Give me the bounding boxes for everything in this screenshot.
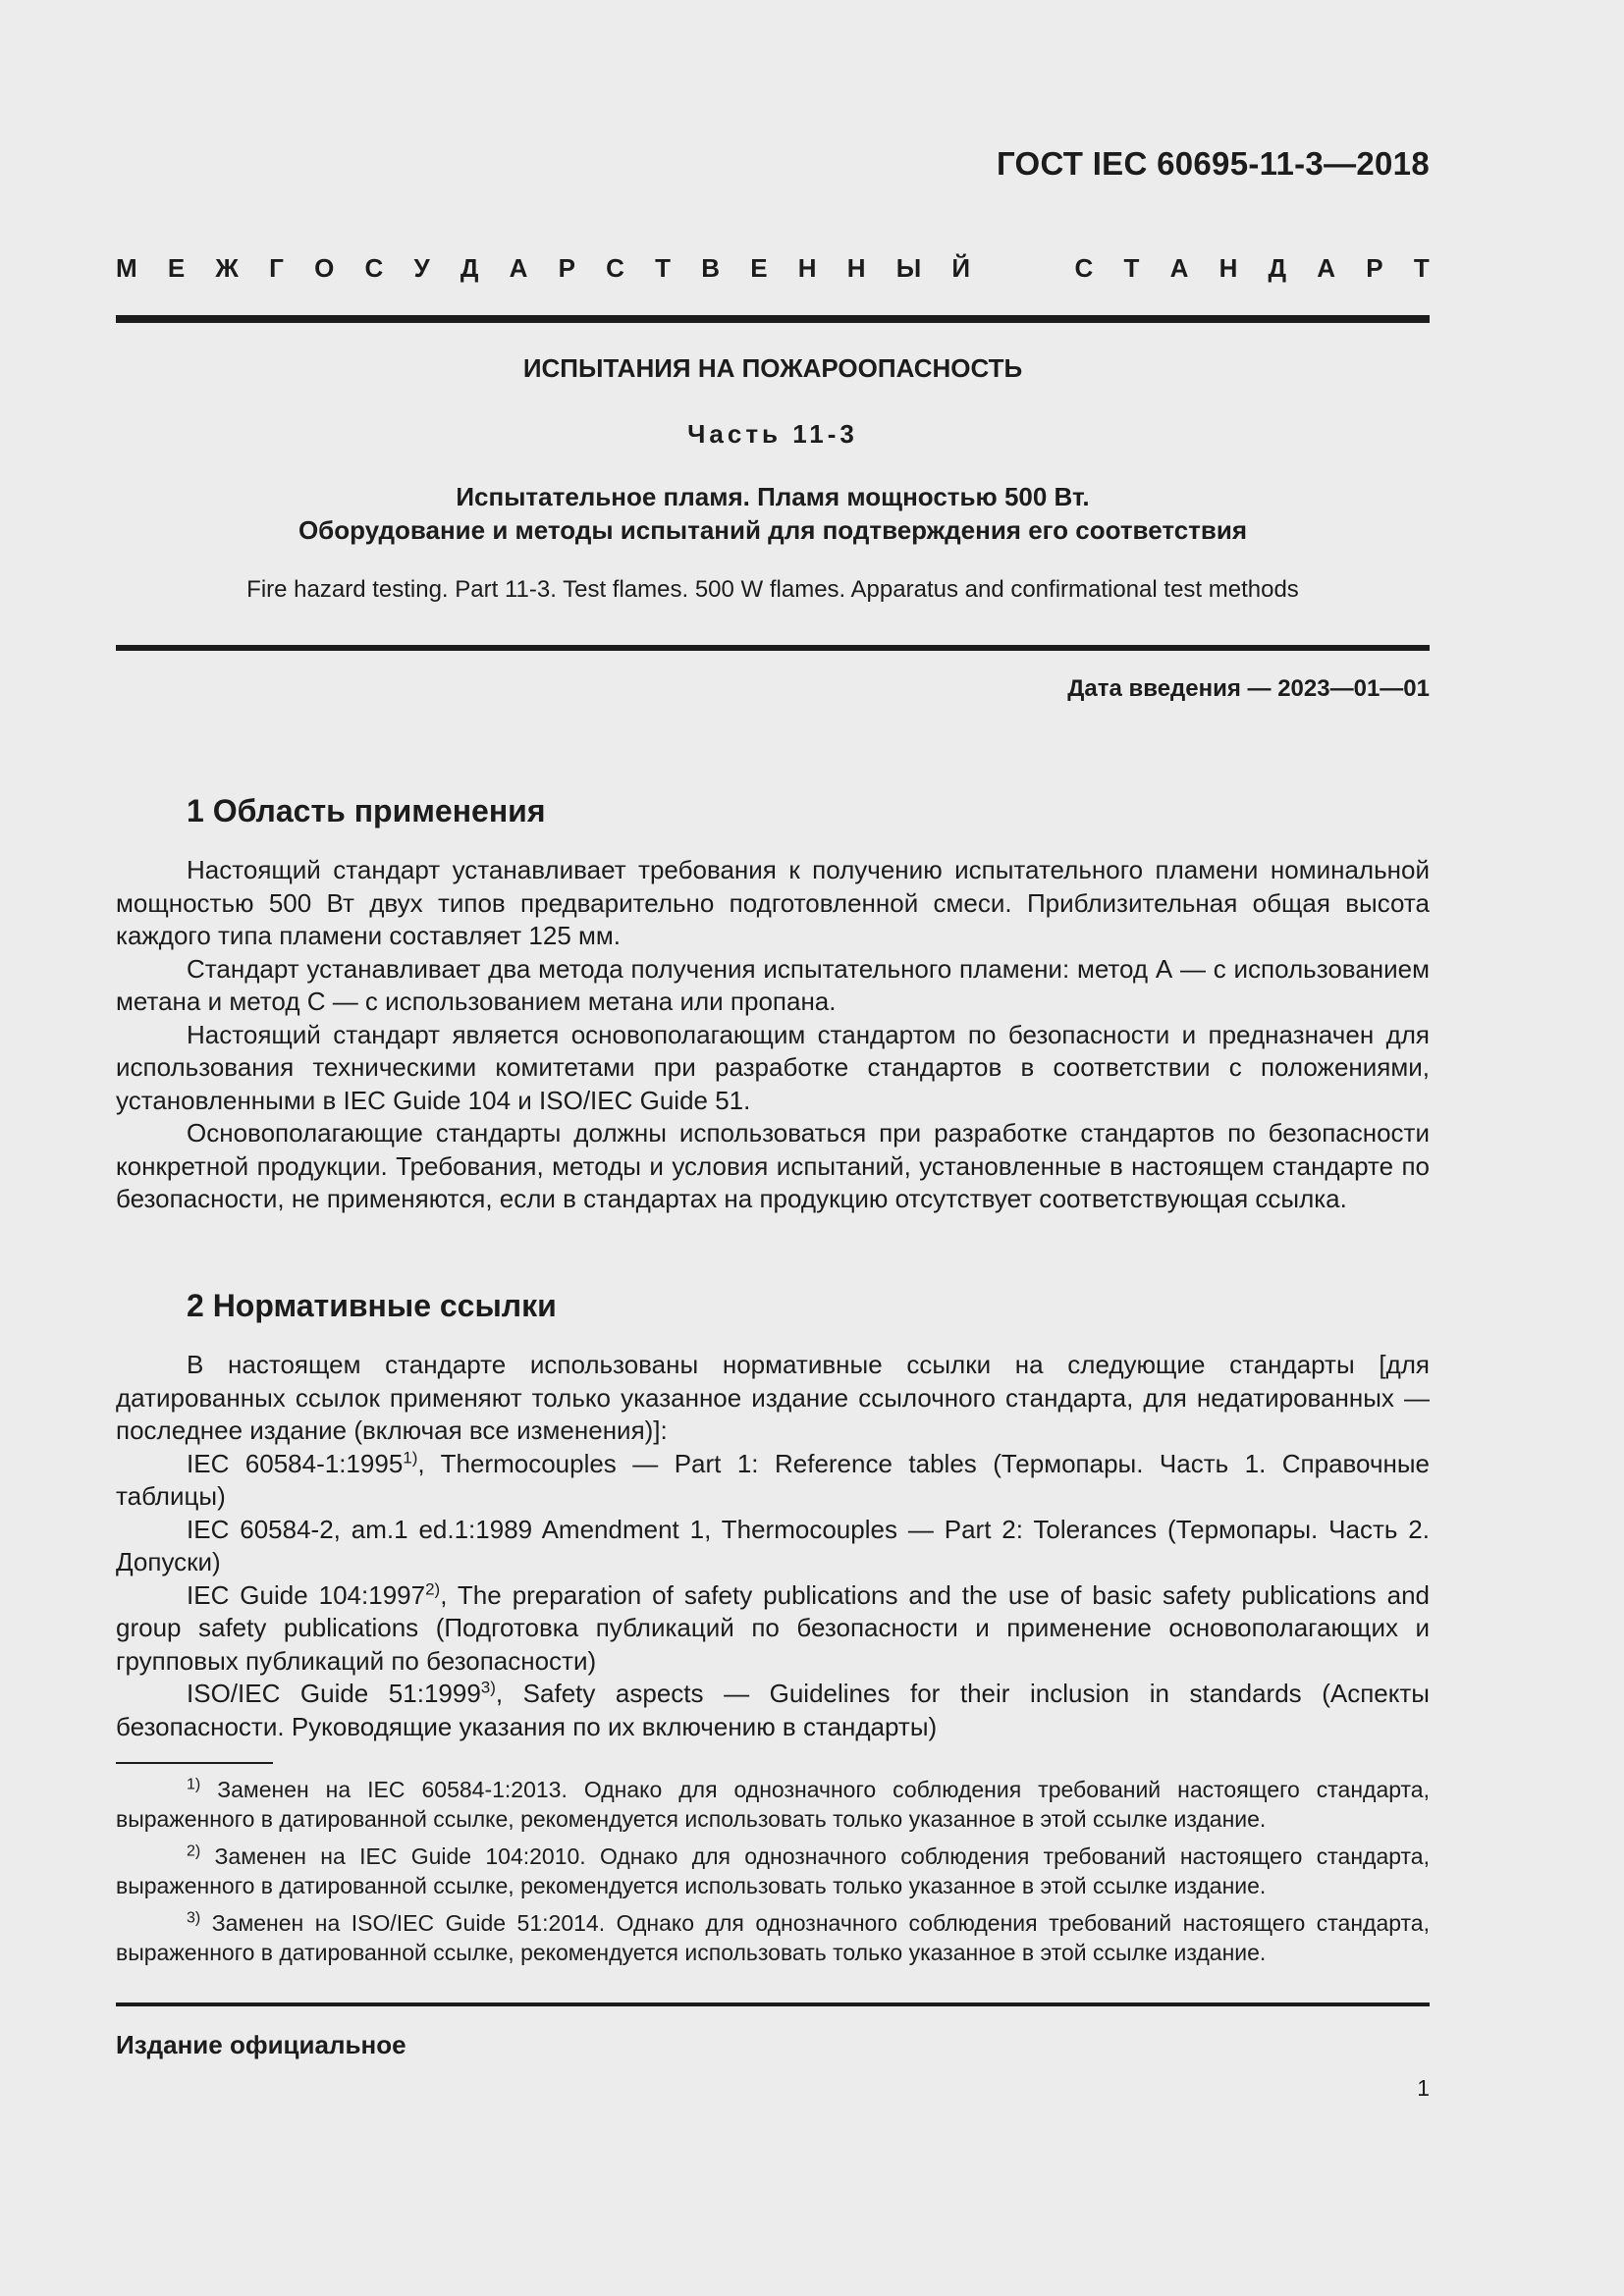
reference-code: ISO/IEC Guide 51:1999 bbox=[187, 1679, 481, 1708]
section-scope-body bbox=[116, 854, 1430, 1216]
banner-letter: Т bbox=[1413, 253, 1430, 283]
footnote-mark: 3) bbox=[480, 1678, 496, 1697]
banner-letter: Е bbox=[750, 253, 768, 283]
paragraph: Настоящий стандарт устанавливает требования к получению испытательного пламени номинальной мощностью 500 Вт двух типов предварительно подготовленной смеси. Приблизительная общая высота каждого типа пламени составляет 125 мм. bbox=[116, 855, 1430, 950]
reference-code: IEC 60584-1:1995 bbox=[187, 1448, 404, 1478]
banner-letter: Ж bbox=[215, 253, 239, 283]
standard-part: Часть 11-3 bbox=[687, 419, 858, 449]
reference-code: IEC Guide 104:1997 bbox=[187, 1579, 426, 1610]
footnote-text: Заменен на IEC Guide 104:2010. Однако для однозначного соблюдения требований настоящего стандарта, выраженного в датированной ссылке, рекомендуется использовать только указанное в этой ссылке издание. bbox=[116, 1843, 1430, 1898]
banner-letter: Й bbox=[951, 253, 971, 283]
standard-subtitle-line1: Испытательное пламя. Пламя мощностью 500 Вт. bbox=[456, 482, 1090, 511]
banner-letter: А bbox=[1169, 253, 1189, 283]
footnote-number: 2) bbox=[187, 1842, 201, 1860]
banner-letter: В bbox=[701, 253, 721, 283]
reference-text: , Safety aspects — Guidelines for their inclusion in standards (Аспекты безопасности. Руководящие указания по их включению в стандарты) bbox=[116, 1679, 1430, 1741]
standard-title: ИСПЫТАНИЯ НА ПОЖАРООПАСНОСТЬ bbox=[522, 353, 1023, 383]
banner-letter: Р bbox=[558, 253, 575, 283]
banner-letter: У bbox=[413, 253, 430, 283]
banner-letter: Г bbox=[269, 253, 284, 283]
introduction-date: Дата введения — 2023—01—01 bbox=[1067, 675, 1430, 702]
footnote-text: Заменен на ISO/IEC Guide 51:2014. Однако для однозначного соблюдения требований настоящего стандарта, выраженного в датированной ссылке, рекомендуется использовать только указанное в этой ссылке издание. bbox=[116, 1910, 1430, 1965]
banner-letter: А bbox=[509, 253, 528, 283]
banner-letter: С bbox=[1074, 253, 1094, 283]
banner-letter: Д bbox=[460, 253, 479, 283]
banner-letter: М bbox=[116, 253, 137, 283]
banner-letter: Е bbox=[167, 253, 186, 283]
banner-letter: О bbox=[314, 253, 335, 283]
section-heading-scope: 1 Область применения bbox=[187, 793, 546, 828]
paragraph: В настоящем стандарте использованы нормативные ссылки на следующие стандарты [для датированных ссылок применяют только указанное издание ссылочного стандарта, для недатированных — последнее издание (включая все изменения)]: bbox=[116, 1350, 1430, 1445]
paragraph: Стандарт устанавливает два метода получения испытательного пламени: метод А — с использованием метана и метод С — с использованием метана или пропана. bbox=[116, 953, 1430, 1016]
footnote bbox=[116, 1775, 1430, 1834]
footer-rule bbox=[116, 2002, 1430, 2006]
reference-text: , Thermocouples — Part 1: Reference tables (Термопары. Часть 1. Справочные таблицы) bbox=[116, 1448, 1430, 1511]
footnote bbox=[116, 1908, 1430, 1967]
footnote-separator bbox=[116, 1762, 273, 1764]
banner-word-gap bbox=[1001, 253, 1044, 284]
reference-item bbox=[116, 1579, 1430, 1679]
reference-item bbox=[116, 1514, 1430, 1579]
banner-letter: Т bbox=[655, 253, 672, 283]
footnote-number: 1) bbox=[187, 1776, 201, 1793]
banner-letter: С bbox=[364, 253, 384, 283]
header-rule bbox=[116, 315, 1430, 323]
standard-subtitle-line2: Оборудование и методы испытаний для подтверждения его соответствия bbox=[298, 515, 1248, 545]
footnote-mark: 2) bbox=[425, 1578, 441, 1598]
footnote bbox=[116, 1842, 1430, 1900]
footnote-number: 3) bbox=[187, 1909, 201, 1927]
paragraph: Основополагающие стандарты должны использоваться при разработке стандартов по безопасности конкретной продукции. Требования, методы и условия испытаний, установленные в настоящем стандарте по безопасности, не применяются, если в стандартах на продукцию отсутствует соответствующая ссылка. bbox=[116, 1118, 1430, 1213]
reference-code: IEC 60584-2, am.1 ed.1:1989 Amendment 1, Thermocouples — Part 2: Tolerances (Термопары. Часть 2. Допуски) bbox=[116, 1514, 1430, 1576]
banner-letter: Т bbox=[1123, 253, 1140, 283]
paragraph: Настоящий стандарт является основополагающим стандартом по безопасности и предназначен для использования техническими комитетами при разработке стандартов в соответствии с положениями, установленными в IEC Guide 104 и ISO/IEC Guide 51. bbox=[116, 1019, 1430, 1115]
reference-text: , The preparation of safety publications and the use of basic safety publications and group safety publications (Подготовка публикаций по безопасности и применение основополагающих и групповых публикаций по безопасности) bbox=[116, 1579, 1430, 1676]
banner-letter: Н bbox=[846, 253, 866, 283]
banner-letter: Н bbox=[1218, 253, 1238, 283]
reference-item bbox=[116, 1448, 1430, 1514]
title-rule bbox=[116, 645, 1430, 651]
banner-letter: Н bbox=[797, 253, 817, 283]
english-title: Fire hazard testing. Part 11-3. Test flames. 500 W flames. Apparatus and confirmational test methods bbox=[246, 576, 1299, 603]
banner-letter: А bbox=[1317, 253, 1336, 283]
interstate-standard-banner bbox=[116, 253, 1430, 284]
banner-letter: Р bbox=[1366, 253, 1383, 283]
footnotes bbox=[116, 1775, 1430, 1975]
page-number: 1 bbox=[1417, 2075, 1430, 2101]
section-references-body bbox=[116, 1349, 1430, 1743]
reference-item bbox=[116, 1678, 1430, 1743]
banner-letter: Д bbox=[1268, 253, 1287, 283]
footnote-mark: 1) bbox=[403, 1447, 418, 1467]
banner-letter: С bbox=[606, 253, 624, 283]
section-heading-references: 2 Нормативные ссылки bbox=[187, 1288, 557, 1323]
footnote-text: Заменен на IEC 60584-1:2013. Однако для однозначного соблюдения требований настоящего стандарта, выраженного в датированной ссылке, рекомендуется использовать только указанное в этой ссылке издание. bbox=[116, 1777, 1430, 1832]
edition-label: Издание официальное bbox=[116, 2030, 406, 2059]
banner-letter: Ы bbox=[895, 253, 922, 283]
document-number: ГОСТ IEC 60695-11-3—2018 bbox=[996, 145, 1430, 182]
